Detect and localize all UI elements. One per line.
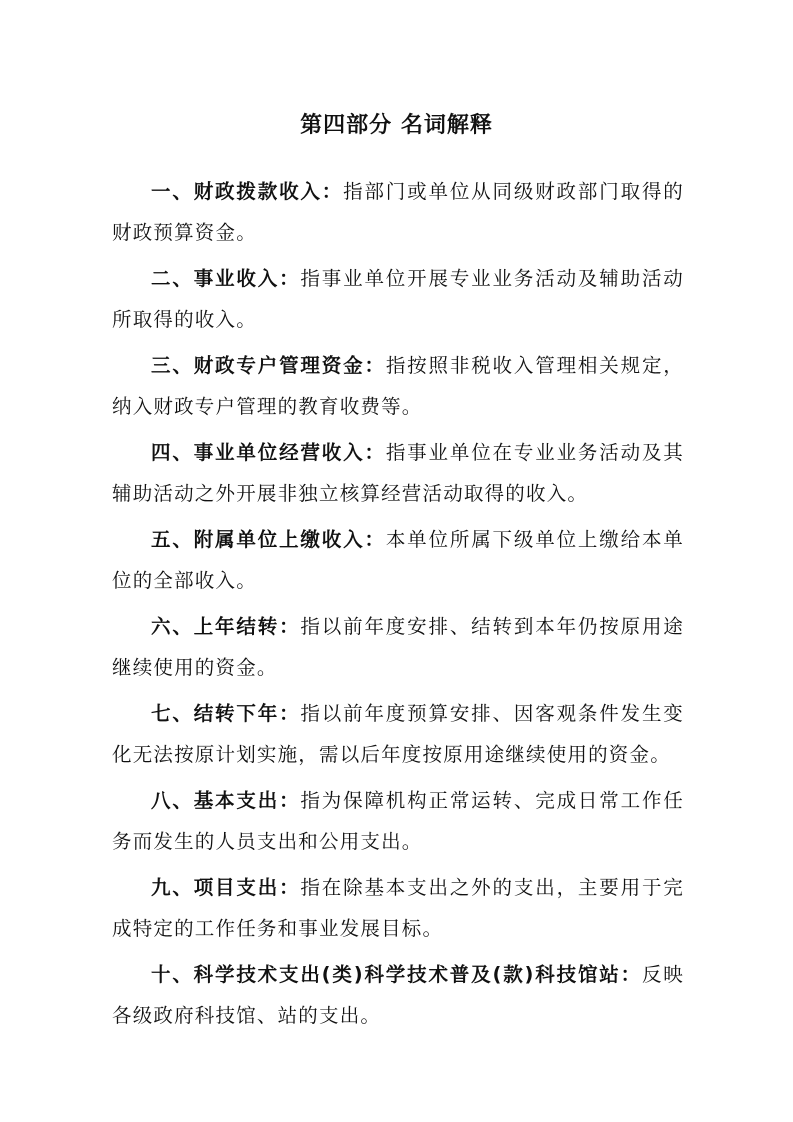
definition-text: 指按照非税收入管理相关规定，纳入财政专户管理的教育收费等。 [112, 354, 685, 418]
definition-item-4 [112, 432, 684, 514]
definition-text: 指以前年度预算安排、因客观条件发生变化无法按原计划实施，需以后年度按原用途继续使用的资金。 [112, 702, 684, 766]
definition-item-1 [112, 171, 684, 253]
definition-term: 七、结转下年： [151, 702, 301, 725]
definition-text: 指事业单位在专业业务活动及其辅助活动之外开展非独立核算经营活动取得的收入。 [112, 441, 685, 505]
definition-text: 指事业单位开展专业业务活动及辅助活动所取得的收入。 [112, 267, 684, 331]
definition-text: 指以前年度安排、结转到本年仍按原用途继续使用的资金。 [112, 615, 684, 679]
definition-term: 八、基本支出： [151, 789, 301, 812]
definition-text: 指在除基本支出之外的支出，主要用于完成特定的工作任务和事业发展目标。 [112, 876, 684, 940]
definition-item-6 [112, 606, 684, 688]
definition-term: 四、事业单位经营收入： [151, 441, 386, 464]
definition-term: 三、财政专户管理资金： [151, 354, 386, 377]
definition-term: 九、项目支出： [151, 876, 301, 899]
definition-item-10 [112, 954, 684, 1036]
definition-item-8 [112, 780, 684, 862]
definition-item-7 [112, 693, 684, 775]
definition-term: 二、事业收入： [151, 267, 301, 290]
definition-text: 指为保障机构正常运转、完成日常工作任务而发生的人员支出和公用支出。 [112, 789, 684, 853]
page-title: 第四部分 名词解释 [300, 113, 493, 138]
definition-term: 一、财政拨款收入： [151, 180, 344, 203]
definition-text: 指部门或单位从同级财政部门取得的财政预算资金。 [112, 180, 684, 244]
definition-item-2 [112, 258, 684, 340]
definition-term: 六、上年结转： [151, 615, 301, 638]
definition-list [112, 171, 684, 1041]
definition-item-5 [112, 519, 684, 601]
definition-item-9 [112, 867, 684, 949]
definition-text: 反映各级政府科技馆、站的支出。 [112, 963, 685, 1027]
definition-term: 五、附属单位上缴收入： [151, 528, 386, 551]
definition-text: 本单位所属下级单位上缴给本单位的全部收入。 [112, 528, 685, 592]
definition-item-3 [112, 345, 684, 427]
definition-term: 十、科学技术支出(类)科学技术普及(款)科技馆站： [151, 963, 642, 986]
